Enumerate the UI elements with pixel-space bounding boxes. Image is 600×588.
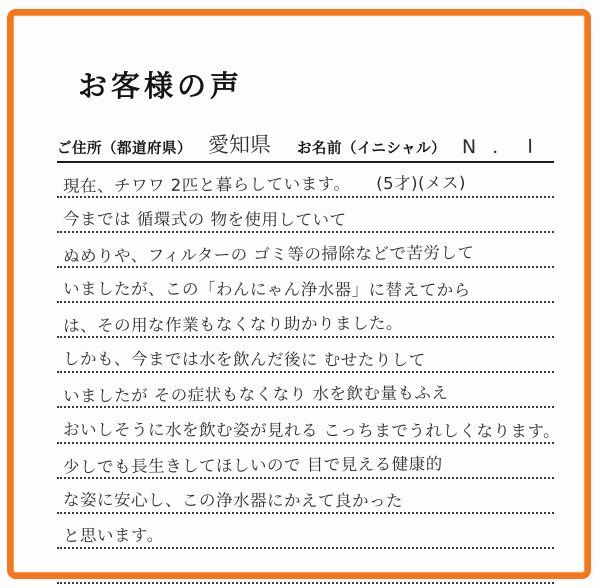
handwritten-text: 今までは 循環式の 物を使用していて — [62, 209, 347, 230]
address-value-handwritten: 愛知県 — [207, 132, 272, 157]
name-value-handwritten: N ． I — [462, 135, 539, 159]
handwritten-text: と思います。 — [62, 525, 164, 546]
handwritten-text: 少しでも長生きしてほしいので 目で見える健康的 — [62, 453, 443, 477]
form-content — [57, 70, 561, 584]
testimonial-line — [57, 268, 554, 303]
page-title: お客様の声 — [78, 71, 244, 103]
handwritten-text: いましたが その症状もなくなり 水を飲む量もふえ — [62, 383, 449, 407]
form-field-row — [57, 131, 554, 163]
handwritten-text: は、その用な作業もなくなり助かりました。 — [62, 313, 404, 336]
handwritten-text: いましたが、この「わんにゃん浄水器」に替えてから — [62, 279, 471, 300]
testimonial-lines — [57, 163, 561, 584]
handwritten-text: ぬめりや、フィルターの ゴミ等の掃除などで苦労して — [62, 243, 475, 266]
testimonial-line — [57, 338, 554, 373]
handwritten-text: な姿に安心し、この浄水器にかえて良かった — [62, 490, 404, 511]
handwritten-text: しかも、今までは水を飲んだ後に むせたりして — [62, 349, 426, 370]
testimonial-line — [57, 303, 554, 338]
testimonial-line — [57, 549, 554, 584]
testimonial-line — [57, 233, 554, 268]
address-label: ご住所（都道府県） — [57, 140, 192, 157]
handwritten-text: おいしそうに水を飲む姿が見れる こっちまでうれしくなります。 — [62, 419, 561, 441]
handwritten-text: 現在、チワワ 2匹と暮らしています。 (5才)(メス) — [62, 173, 467, 196]
testimonial-line — [57, 514, 554, 549]
testimonial-line — [57, 444, 554, 479]
testimonial-line — [57, 408, 561, 443]
testimonial-line — [57, 373, 554, 408]
testimonial-line — [57, 198, 554, 233]
name-label: お名前（イニシャル） — [297, 140, 447, 157]
testimonial-line — [57, 163, 554, 198]
testimonial-line — [57, 479, 554, 514]
